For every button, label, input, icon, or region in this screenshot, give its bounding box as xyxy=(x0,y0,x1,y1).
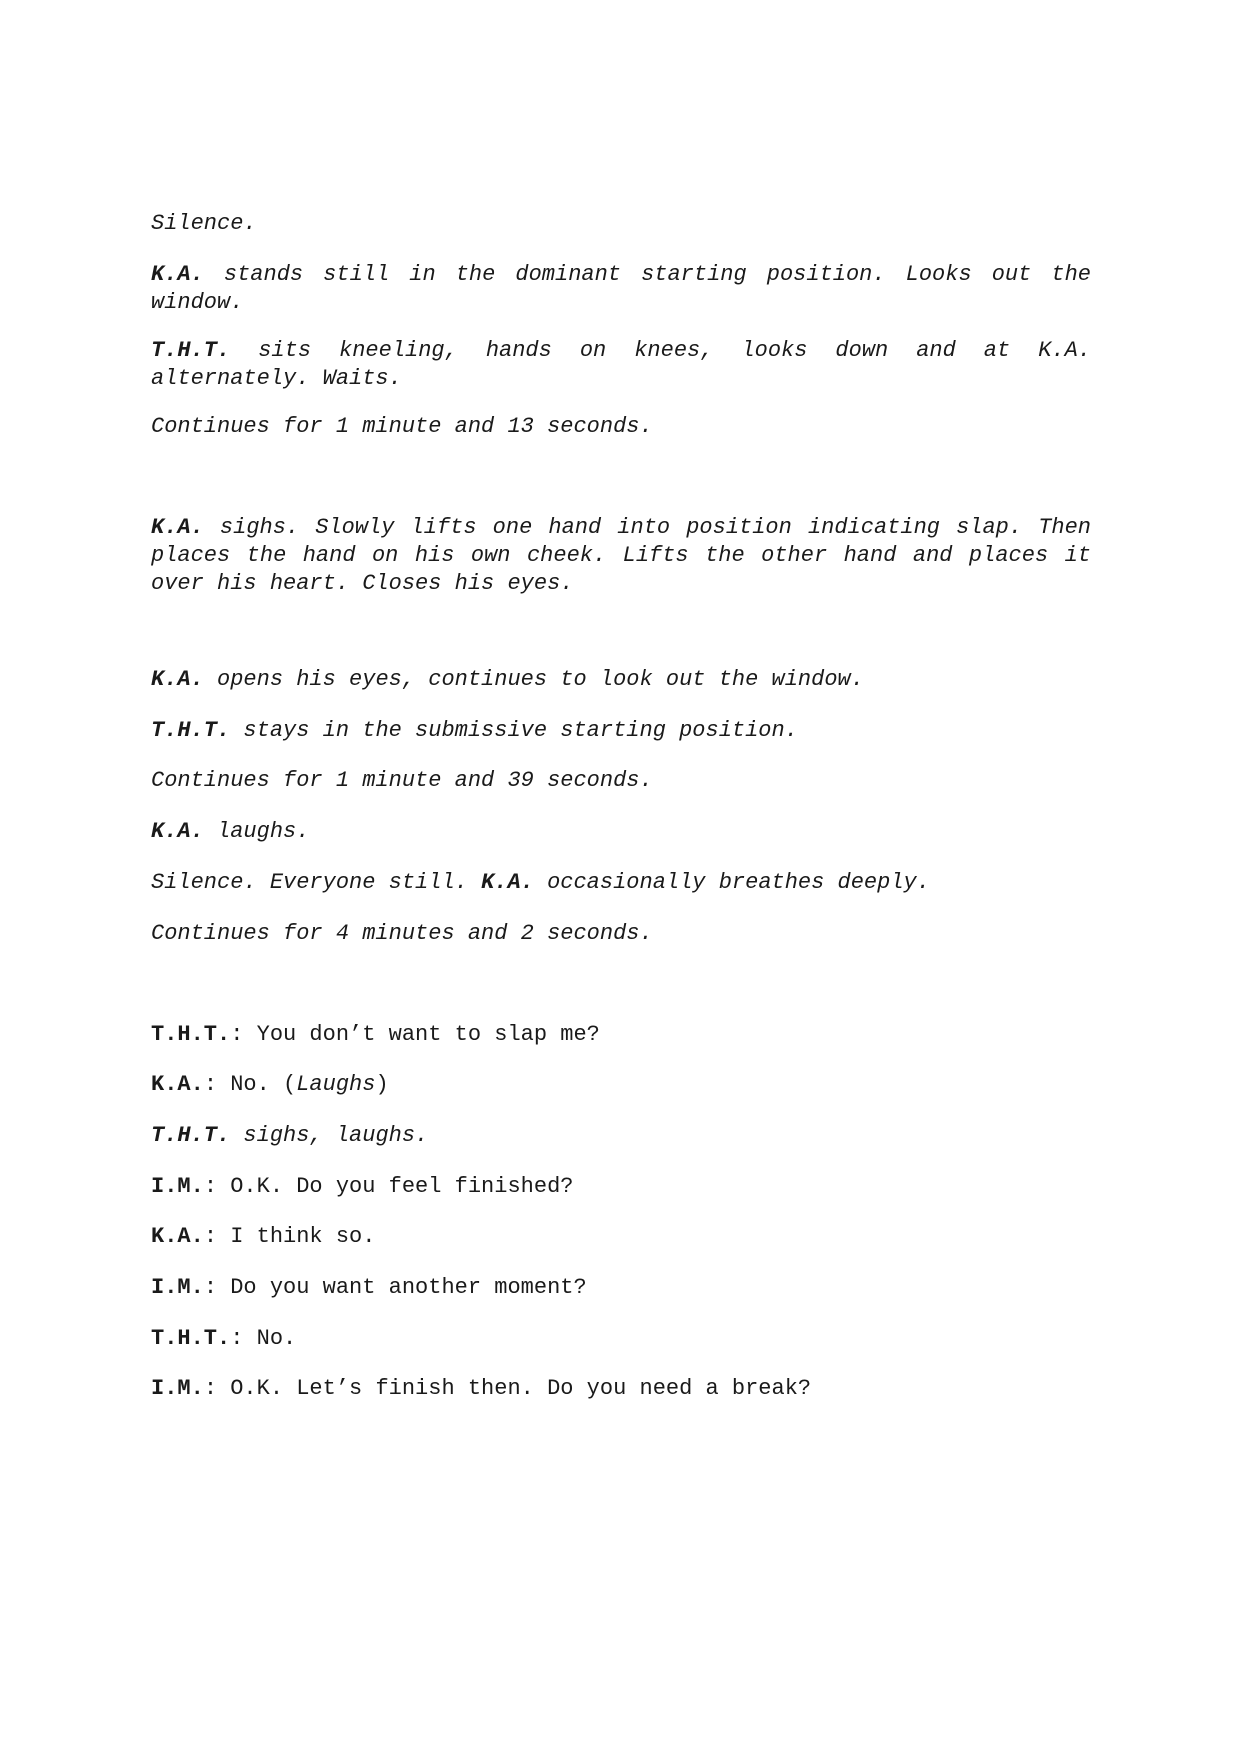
direction-text: Continues for 1 minute and 13 seconds. xyxy=(151,414,653,439)
dialogue-line: I.M.: Do you want another moment? xyxy=(151,1275,587,1300)
speaker-name: K.A. xyxy=(151,262,204,287)
speaker-name: K.A. xyxy=(481,870,534,895)
speaker-name: K.A. xyxy=(151,667,204,692)
direction-text: sighs, laughs. xyxy=(243,1123,429,1148)
dialogue-line: T.H.T.: You don’t want to slap me? xyxy=(151,1022,600,1047)
speaker-name: T.H.T. xyxy=(151,718,231,743)
stage-direction xyxy=(151,717,1091,745)
stage-direction xyxy=(151,869,1091,897)
direction-text: Silence. Everyone still. xyxy=(151,870,468,895)
stage-direction xyxy=(151,767,1091,795)
direction-text: sighs. Slowly lifts one hand into position indicating slap. Then places the hand on his own cheek. Lifts the other hand and places it over his heart. Closes his eyes. xyxy=(151,515,1092,596)
direction-text: Continues for 4 minutes and 2 seconds. xyxy=(151,921,653,946)
line-text: Do you want another moment? xyxy=(230,1275,587,1300)
dialogue-line: K.A.: I think so. xyxy=(151,1224,376,1249)
dialogue-line: K.A.: No. (Laughs) xyxy=(151,1072,389,1097)
speaker-name: K.A. xyxy=(151,515,204,540)
dialogue-line xyxy=(151,1122,1091,1150)
line-text: No. xyxy=(256,1326,297,1351)
stage-direction xyxy=(151,210,1091,238)
dialogue-line: T.H.T.: No. xyxy=(151,1326,297,1351)
stage-direction xyxy=(151,920,1091,948)
direction-text: Silence. xyxy=(151,211,257,236)
speaker-name: T.H.T. xyxy=(151,1123,231,1148)
line-text: I think so. xyxy=(230,1224,376,1249)
speaker-name: K.A. xyxy=(151,1072,204,1097)
stage-direction xyxy=(151,261,1091,317)
speaker-name: K.A. xyxy=(151,1224,204,1249)
direction-text: laughs. xyxy=(217,819,310,844)
stage-direction xyxy=(151,413,1091,441)
stage-direction xyxy=(151,514,1091,598)
dialogue-line: I.M.: O.K. Let’s finish then. Do you need a break? xyxy=(151,1376,812,1401)
direction-text: stands still in the dominant starting position. Looks out the window. xyxy=(151,262,1091,315)
speaker-name: T.H.T. xyxy=(151,1326,231,1351)
stage-direction xyxy=(151,818,1091,846)
speaker-name: K.A. xyxy=(151,819,204,844)
speaker-name: I.M. xyxy=(151,1275,204,1300)
stage-direction xyxy=(151,337,1091,393)
direction-text: Continues for 1 minute and 39 seconds. xyxy=(151,768,653,793)
line-text: ) xyxy=(375,1072,389,1097)
line-text: O.K. Let’s finish then. Do you need a break? xyxy=(230,1376,812,1401)
direction-text: opens his eyes, continues to look out the window. xyxy=(217,667,864,692)
stage-direction xyxy=(151,666,1091,694)
line-text: O.K. Do you feel finished? xyxy=(230,1174,574,1199)
line-text: No. ( xyxy=(230,1072,297,1097)
dialogue-line: I.M.: O.K. Do you feel finished? xyxy=(151,1174,574,1199)
speaker-name: I.M. xyxy=(151,1174,204,1199)
speaker-name: T.H.T. xyxy=(151,338,231,363)
direction-text: occasionally breathes deeply. xyxy=(547,870,930,895)
direction-text: stays in the submissive starting position. xyxy=(243,718,798,743)
speaker-name: I.M. xyxy=(151,1376,204,1401)
direction-text: sits kneeling, hands on knees, looks down and at K.A. alternately. Waits. xyxy=(151,338,1092,391)
line-text: You don’t want to slap me? xyxy=(256,1022,600,1047)
line-aside: Laughs xyxy=(296,1072,376,1097)
speaker-name: T.H.T. xyxy=(151,1022,231,1047)
